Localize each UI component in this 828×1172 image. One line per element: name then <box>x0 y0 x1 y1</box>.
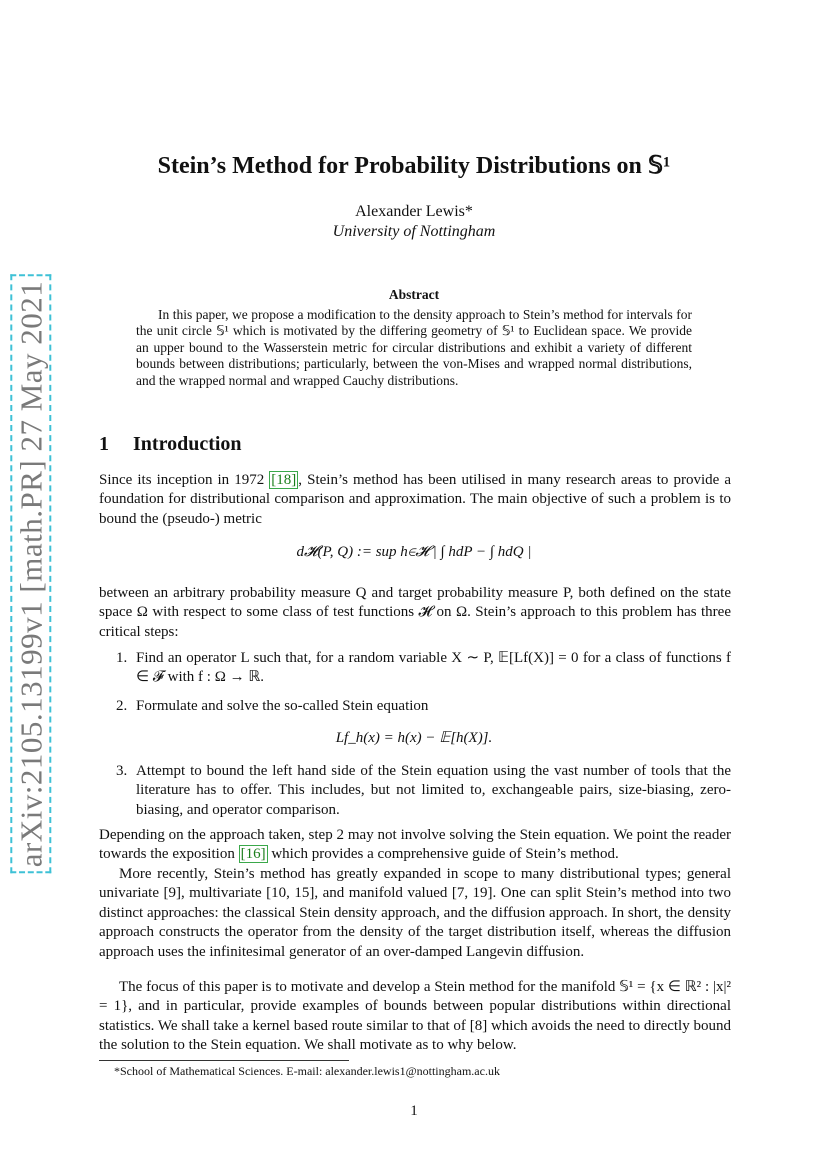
list-item-text: Attempt to bound the left hand side of the Stein equation using the vast number of tools that the literature has to offer. This includes, but not limited to, exchangeable pairs, size-biasing, zero-biasing, and operator comparison. <box>136 763 731 818</box>
intro-p1-text: Since its inception in 1972 <box>99 472 270 488</box>
author-name: Alexander Lewis* <box>355 203 473 220</box>
intro-paragraph-5: The focus of this paper is to motivate and develop a Stein method for the manifold 𝕊¹ = {x ∈ ℝ² : |x|² = 1}, and in particular, provide examples of bounds between popular distributions within directional statistics. We shall take a kernel based route similar to that of [8] which avoids the need to directly bound the solution to the Stein equation. We shall motivate as to why below. <box>99 979 731 1054</box>
page-number: 1 <box>410 1103 418 1119</box>
arxiv-stamp[interactable] <box>2 280 60 868</box>
intro-paragraph-3 <box>99 826 731 865</box>
intro-paragraph-1 <box>99 471 731 529</box>
list-item-text: Find an operator L such that, for a random variable X ∼ P, 𝔼[Lf(X)] = 0 for a class of functions f ∈ 𝓕 with f : Ω → ℝ. <box>136 650 731 686</box>
equation-metric: d𝓗(P, Q) := sup h∈𝓗 | ∫ hdP − ∫ hdQ | <box>296 544 532 560</box>
section-title: Introduction <box>133 433 242 455</box>
footnote-rule <box>99 1060 349 1061</box>
section-number: 1 <box>99 433 109 455</box>
paper-title: Stein’s Method for Probability Distributions on 𝕊¹ <box>157 153 671 179</box>
intro-paragraph-4: More recently, Stein’s method has greatly expanded in scope to many distributional types; general univariate [9], multivariate [10, 15], and manifold valued [7, 19]. One can split Stein’s method into two distinct approaches: the classical Stein density approach, and the diffusion approach. In short, the density approach constructs the operator from the density of the target distribution itself, whereas the diffusion approach uses the infinitesimal generator of an over-damped Langevin diffusion. <box>99 866 731 960</box>
author-affiliation: University of Nottingham <box>332 223 496 240</box>
list-item-text: Formulate and solve the so-called Stein equation <box>136 698 429 714</box>
list-item <box>116 762 731 820</box>
list-item <box>116 649 731 688</box>
intro-paragraph-2: between an arbitrary probability measure Q and target probability measure P, both defined on the state space Ω with respect to some class of test functions 𝓗 on Ω. Stein’s approach to this problem has three critical steps: <box>99 585 731 640</box>
intro-p3-text-cont: which provides a comprehensive guide of Stein’s method. <box>267 846 619 863</box>
list-marker: 1. <box>116 650 128 666</box>
footnote: *School of Mathematical Sciences. E-mail: alexander.lewis1@nottingham.ac.uk <box>114 1064 500 1078</box>
list-item <box>116 697 731 716</box>
section-heading <box>99 433 242 456</box>
citation-link[interactable]: [16] <box>240 846 266 863</box>
abstract-text: In this paper, we propose a modification to the density approach to Stein’s method for intervals for the unit circle 𝕊¹ which is motivated by the differing geometry of 𝕊¹ to Euclidean space. We provide an upper bound to the Wasserstein metric for circular distributions and exhibit a variety of different bounds between distributions; particularly, between the von-Mises and wrapped normal distributions, and the wrapped normal and wrapped Cauchy distributions. <box>136 307 692 388</box>
intro-p3-text: Depending on the approach taken, step 2 may not involve solving the Stein equation. We point the reader towards the exposition <box>99 827 731 863</box>
list-marker: 3. <box>116 763 128 779</box>
citation-link[interactable]: [18] <box>271 472 297 488</box>
intro-p1-text-cont: , Stein’s method has been utilised in many research areas to provide a foundation for distributional comparison and approximation. The main objective of such a problem is to bound the (pseudo-) metric <box>99 472 731 527</box>
abstract-heading: Abstract <box>388 287 440 302</box>
arxiv-id[interactable]: arXiv:2105.13199v1 [math.PR] 27 May 2021 <box>10 275 51 874</box>
equation-stein: Lf_h(x) = h(x) − 𝔼[h(X)]. <box>335 730 493 746</box>
list-marker: 2. <box>116 698 128 714</box>
